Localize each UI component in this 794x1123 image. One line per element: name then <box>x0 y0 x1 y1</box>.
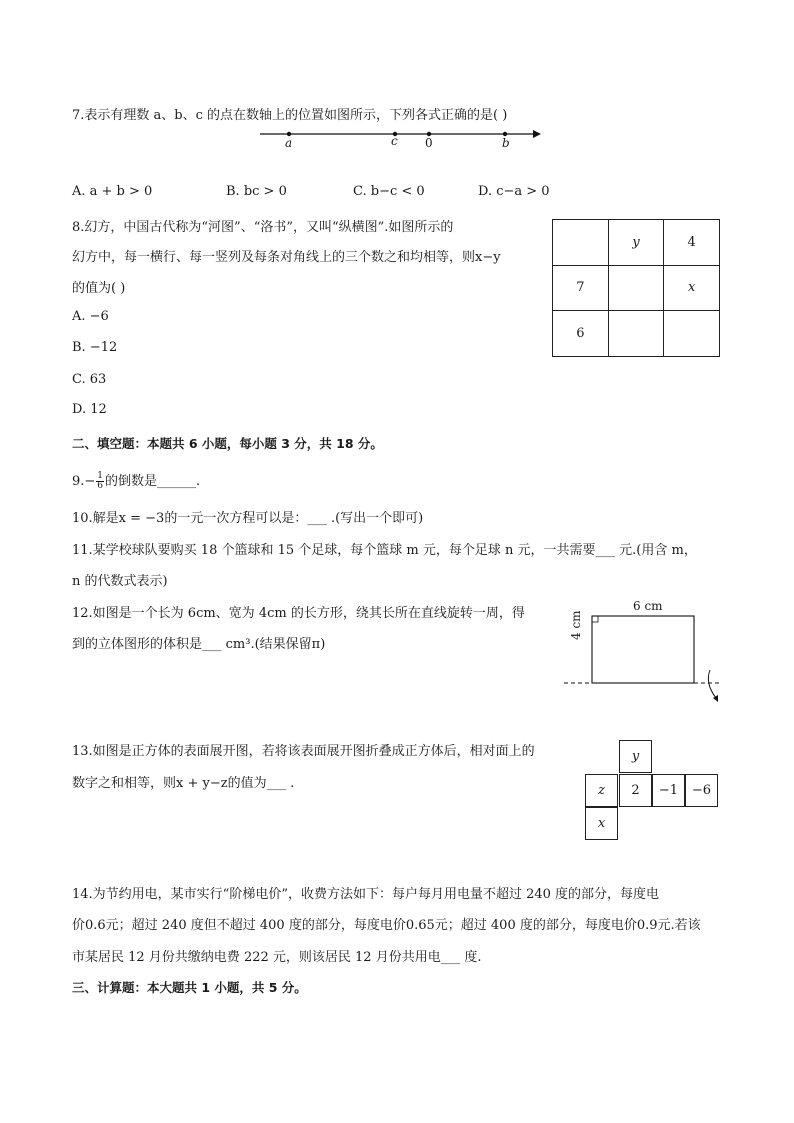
q9-fraction-numerator: 1 <box>97 471 104 481</box>
q13-line1: 13.如图是正方体的表面展开图，若将该表面展开图折叠成正方体后，相对面上的 <box>72 744 535 759</box>
q8-stem-line3: 的值为( ) <box>72 281 126 296</box>
q8-option-b: B. −12 <box>72 340 118 355</box>
q7-option-c: C. b−c < 0 <box>353 184 425 199</box>
cube-net-bottom: x <box>585 807 618 840</box>
magic-square-cell <box>609 266 665 312</box>
q8-stem-line2: 幻方中，每一横行、每一竖列及每条对角线上的三个数之和均相等，则x−y <box>72 250 501 265</box>
q9-suffix: 的倒数是______. <box>105 474 201 489</box>
q9-line <box>72 470 200 491</box>
q8-option-c: C. 63 <box>72 372 107 387</box>
axis-label-zero: 0 <box>425 136 433 150</box>
section-2-heading: 二、填空题：本题共 6 小题，每小题 3 分，共 18 分。 <box>72 436 383 451</box>
cube-net-right2: −6 <box>685 774 718 807</box>
q12-line1: 12.如图是一个长为 6cm、宽为 4cm 的长方形，绕其长所在直线旋转一周，得 <box>72 606 525 621</box>
q14-line3: 市某居民 12 月份共缴纳电费 222 元，则该居民 12 月份共用电___ 度. <box>72 950 482 965</box>
q7-option-d: D. c−a > 0 <box>478 184 550 199</box>
cube-net-left: z <box>585 774 618 807</box>
magic-square-cell: 6 <box>553 311 609 357</box>
axis-label-b: b <box>502 136 510 150</box>
magic-square-cell: x <box>664 266 720 312</box>
magic-square-grid <box>552 219 720 357</box>
q13-line2: 数字之和相等，则x + y−z的值为___ . <box>72 776 295 791</box>
q7-option-a: A. a + b > 0 <box>72 184 153 199</box>
axis-label-a: a <box>285 136 293 150</box>
q11-line2: n 的代数式表示) <box>72 574 168 589</box>
q9-prefix: 9.− <box>72 474 96 489</box>
magic-square-cell: 4 <box>664 220 720 266</box>
q9-fraction <box>96 472 104 491</box>
axis-label-c: c <box>391 134 398 148</box>
q8-stem-line1: 8.幻方，中国古代称为“河图”、“洛书”，又叫“纵横图”.如图所示的 <box>72 220 454 235</box>
cube-net-top: y <box>619 740 652 773</box>
q8-option-a: A. −6 <box>72 309 109 324</box>
figure-width-label: 4 cm <box>569 610 583 640</box>
q14-line1: 14.为节约用电，某市实行“阶梯电价”，收费方法如下：每户每月用电量不超过 240 度的部分，每度电 <box>72 887 660 902</box>
q8-option-d: D. 12 <box>72 402 107 417</box>
q9-fraction-denominator: 6 <box>97 481 104 491</box>
cube-net-right1: −1 <box>652 774 685 807</box>
q7-option-b: B. bc > 0 <box>226 184 287 199</box>
q12-line2: 到的立体图形的体积是___ cm³.(结果保留π) <box>72 637 326 652</box>
figure-length-label: 6 cm <box>633 599 663 613</box>
magic-square-cell <box>553 220 609 266</box>
q11-line1: 11.某学校球队要购买 18 个篮球和 15 个足球，每个篮球 m 元，每个足球 n 元，一共需要___ 元.(用含 m， <box>72 543 697 558</box>
magic-square-cell <box>609 311 665 357</box>
q7-stem: 7.表示有理数 a、b、c 的点在数轴上的位置如图所示，下列各式正确的是( ) <box>72 108 508 123</box>
q14-line2: 价0.6元；超过 240 度但不超过 400 度的部分，每度电价0.65元；超过 400 度的部分，每度电价0.9元.若该 <box>72 918 701 933</box>
magic-square-cell: 7 <box>553 266 609 312</box>
magic-square-cell <box>664 311 720 357</box>
cube-net-center: 2 <box>619 774 652 807</box>
q10-line: 10.解是x = −3的一元一次方程可以是：___ .(写出一个即可) <box>72 511 424 526</box>
section-3-heading: 三、计算题：本大题共 1 小题，共 5 分。 <box>72 980 307 995</box>
magic-square-cell: y <box>609 220 665 266</box>
rectangle-rotation-figure <box>564 610 726 706</box>
